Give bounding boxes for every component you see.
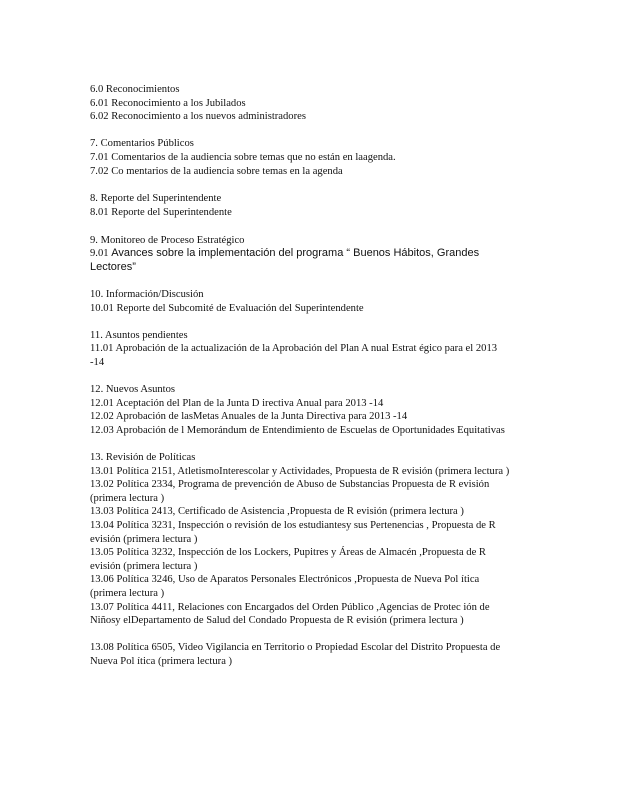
section-9 (90, 234, 510, 275)
section-heading: 6.0 Reconocimientos (90, 84, 180, 95)
agenda-item: 13.04 Política 3231, Inspección o revisión de los estudiantesy sus Pertenencias , Propuesta de R evisión (primera lectura ) (90, 520, 496, 545)
agenda-item: 13.07 Política 4411, Relaciones con Encargados del Orden Público ,Agencias de Protec ión de Niñosy elDepartamento de Salud del Condado Propuesta de R evisión (primera lectura ) (90, 601, 490, 627)
section-heading: 11. Asuntos pendientes (90, 329, 188, 341)
agenda-item: 13.03 Política 2413, Certificado de Asistencia ,Propuesta de R evisión (primera lectura ) (90, 506, 464, 518)
section-heading: 13. Revisión de Políticas (90, 452, 196, 464)
agenda-item: 8.01 Reporte del Superintendente (90, 207, 232, 219)
agenda-item: 13.01 Política 2151, AtletismoInterescolar y Actividades, Propuesta de R evisión (primera lectura ) (90, 465, 510, 477)
item-title-emphasis: Avances sobre la implementación del programa (111, 247, 344, 260)
agenda-item (90, 247, 510, 274)
agenda-item: 7.02 Co mentarios de la audiencia sobre temas en la agenda (90, 165, 343, 177)
section-6 (90, 83, 510, 124)
agenda-item: 13.02 Política 2334, Programa de prevención de Abuso de Substancias Propuesta de R evisión (primera lectura ) (90, 479, 490, 504)
section-8 (90, 192, 510, 220)
agenda-item: 12.01 Aceptación del Plan de la Junta D irectiva Anual para 2013 -14 (90, 397, 384, 409)
agenda-item: 13.08 Política 6505, Video Vigilancia en Territorio o Propiedad Escolar del Distrito Propuesta de Nueva Pol ítica (primera lectura ) (90, 642, 501, 667)
section-10 (90, 288, 510, 315)
agenda-item: 6.02 Reconocimiento a los nuevos administradores (90, 111, 306, 123)
agenda-item: 13.05 Política 3232, Inspección de los Lockers, Pupitres y Áreas de Almacén ,Propuesta de R evisión (primera lectura ) (90, 547, 487, 572)
agenda-item: 13.06 Política 3246, Uso de Aparatos Personales Electrónicos ,Propuesta de Nueva Pol ítica (primera lectura ) (90, 574, 480, 599)
section-12 (90, 383, 510, 437)
section-heading: 7. Comentarios Públicos (90, 138, 194, 150)
agenda-item: 12.02 Aprobación de lasMetas Anuales de la Junta Directiva para 2013 -14 (90, 411, 408, 423)
agenda-item: 12.03 Aprobación de l Memorándum de Entendimiento de Escuelas de Oportunidades Equitativas (90, 424, 505, 436)
section-heading: 8. Reporte del Superintendente (90, 192, 222, 204)
section-heading: 12. Nuevos Asuntos (90, 384, 176, 396)
agenda-item: 7.01 Comentarios de la audiencia sobre temas que no están en laagenda. (90, 151, 396, 163)
item-title-rest: “ Buenos Hábitos, Grandes Lectores” (90, 247, 480, 273)
item-number: 9.01 (90, 248, 112, 260)
section-heading: 9. Monitoreo de Proceso Estratégico (90, 234, 245, 246)
agenda-item: 10.01 Reporte del Subcomité de Evaluación del Superintendente (90, 302, 364, 314)
section-13-continued (90, 641, 510, 668)
agenda-item: 6.01 Reconocimiento a los Jubilados (90, 97, 246, 109)
section-7 (90, 137, 510, 178)
section-11 (90, 329, 510, 370)
agenda-content (90, 83, 510, 682)
agenda-item: 11.01 Aprobación de la actualización de la Aprobación del Plan A nual Estrat égico para el 2013 -14 (90, 343, 498, 368)
section-heading: 10. Información/Discusión (90, 288, 204, 300)
section-13 (90, 451, 510, 628)
